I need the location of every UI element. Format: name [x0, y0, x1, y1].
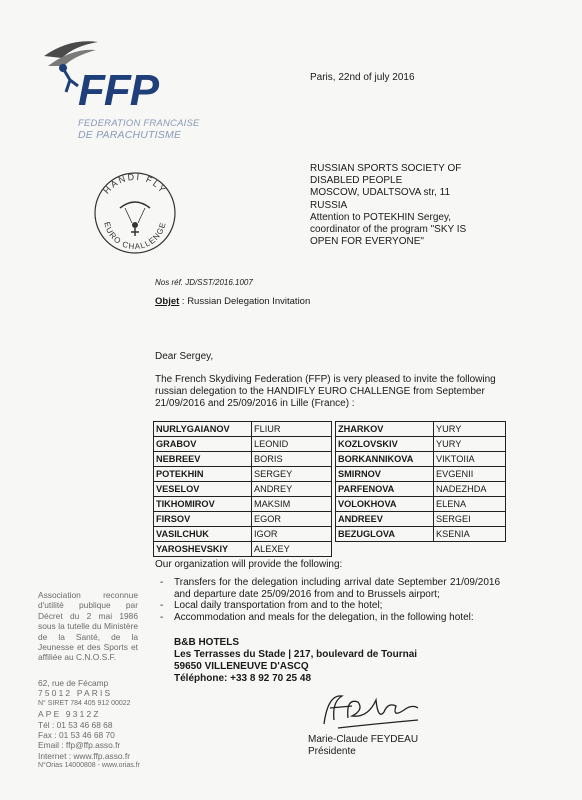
table-row: [336, 482, 506, 497]
emblem-bottom-text: EURO CHALLENGE: [102, 220, 168, 252]
first-name-cell: YURY: [434, 422, 506, 437]
first-name-cell: IGOR: [252, 527, 332, 542]
table-row: [154, 512, 332, 527]
signer-block: [308, 734, 418, 758]
delegation-table-right: [335, 421, 506, 542]
services-list: [160, 577, 500, 623]
emblem-top-text: HANDI FLY: [101, 171, 169, 196]
first-name-cell: VIKTOIIA: [434, 452, 506, 467]
first-name-cell: LEONID: [252, 437, 332, 452]
list-item: - Local daily transportation from and to the hotel;: [160, 600, 500, 612]
delegation-table-left: [153, 421, 332, 557]
hotel-name: B&B HOTELS: [174, 637, 239, 648]
list-item: - Transfers for the delegation including arrival date September 21/09/2016 and departure date 25/09/2016 from and to Brussels airport;: [160, 577, 500, 600]
provide-intro: Our organization will provide the following:: [155, 559, 343, 570]
table-row: [154, 542, 332, 557]
list-item: - Accommodation and meals for the delegation, in the following hotel:: [160, 612, 500, 624]
hotel-city: 59650 VILLENEUVE D'ASCQ: [174, 661, 309, 672]
contact-street: 62, rue de Fécamp: [38, 678, 109, 688]
letter-date: Paris, 22nd of july 2016: [310, 72, 415, 83]
reference-number: Nos réf. JD/SST/2016.1007: [155, 278, 253, 287]
intro-paragraph: The French Skydiving Federation (FFP) is very pleased to invite the following russian delegation to the HANDIFLY EURO CHALLENGE from September 21/09/2016 and 25/09/2016 in Lille (France) :: [155, 374, 496, 409]
first-name-cell: ANDREY: [252, 482, 332, 497]
contact-email: Email : ffp@ffp.asso.fr: [38, 740, 121, 751]
surname-cell: PARFENOVA: [336, 482, 434, 497]
surname-cell: GRABOV: [154, 437, 252, 452]
surname-cell: YAROSHEVSKIY: [154, 542, 252, 557]
surname-cell: VASILCHUK: [154, 527, 252, 542]
subject-line: [155, 296, 310, 307]
contact-ape: APE 9312Z: [38, 709, 101, 720]
handi-fly-emblem-icon: [90, 168, 180, 258]
surname-cell: NURLYGAIANOV: [154, 422, 252, 437]
contact-block: [38, 678, 141, 772]
surname-cell: ANDREEV: [336, 512, 434, 527]
table-row: [336, 452, 506, 467]
handwritten-signature: [318, 688, 428, 738]
first-name-cell: FLIUR: [252, 422, 332, 437]
contact-orias: N°Orias 14000808 - www.orias.fr: [38, 762, 141, 770]
signer-title: Présidente: [308, 746, 356, 757]
contact-tel: Tél : 01 53 46 68 68: [38, 719, 113, 730]
first-name-cell: EGOR: [252, 512, 332, 527]
first-name-cell: ALEXEY: [252, 542, 332, 557]
surname-cell: TIKHOMIROV: [154, 497, 252, 512]
recipient-line: Attention to POTEKHIN Sergey,: [310, 211, 451, 223]
table-row: [154, 467, 332, 482]
contact-internet: Internet : www.ffp.asso.fr: [38, 750, 131, 761]
recipient-line: OPEN FOR EVERYONE": [310, 236, 424, 248]
hotel-phone: Téléphone: +33 8 92 70 25 48: [174, 673, 312, 684]
first-name-cell: MAKSIM: [252, 497, 332, 512]
first-name-cell: KSENIA: [434, 527, 506, 542]
first-name-cell: BORIS: [252, 452, 332, 467]
contact-postcode-city: 75012 PARIS: [38, 688, 113, 699]
first-name-cell: NADEZHDA: [434, 482, 506, 497]
table-row: [154, 482, 332, 497]
federation-name-line2: DE PARACHUTISME: [78, 129, 182, 141]
svg-text:HANDI FLY: [101, 172, 168, 196]
surname-cell: BORKANNIKOVA: [336, 452, 434, 467]
table-row: [336, 527, 506, 542]
contact-siret: N° SIRET 784 405 912 00022: [38, 699, 131, 707]
recipient-line: RUSSIA: [310, 199, 348, 211]
first-name-cell: ELENA: [434, 497, 506, 512]
recipient-line: DISABLED PEOPLE: [310, 175, 403, 187]
surname-cell: FIRSOV: [154, 512, 252, 527]
table-row: [154, 437, 332, 452]
association-note: Association reconnue d'utilité publique par Décret du 2 mai 1986 sous la tutelle du Ministère de la Santé, de la Jeunesse et des Sports et affiliée au C.N.O.S.F.: [38, 590, 138, 663]
table-row: [336, 497, 506, 512]
table-row: [336, 512, 506, 527]
hotel-address: Les Terrasses du Stade | 217, boulevard de Tournai: [174, 649, 418, 660]
salutation: Dear Sergey,: [155, 351, 214, 362]
federation-name-line1: FEDERATION FRANCAISE: [78, 118, 200, 129]
contact-fax: Fax : 01 53 46 68 70: [38, 730, 115, 741]
surname-cell: VESELOV: [154, 482, 252, 497]
table-row: [154, 497, 332, 512]
ffp-logo-text: FFP: [78, 66, 159, 115]
table-row: [154, 527, 332, 542]
subject-text: : Russian Delegation Invitation: [179, 296, 311, 307]
surname-cell: ZHARKOV: [336, 422, 434, 437]
recipient-line: RUSSIAN SPORTS SOCIETY OF: [310, 163, 462, 174]
recipient-line: coordinator of the program "SKY IS: [310, 224, 467, 236]
first-name-cell: SERGEY: [252, 467, 332, 482]
surname-cell: VOLOKHOVA: [336, 497, 434, 512]
signer-name: Marie-Claude FEYDEAU: [308, 734, 419, 745]
table-row: [154, 422, 332, 437]
first-name-cell: YURY: [434, 437, 506, 452]
first-name-cell: EVGENII: [434, 467, 506, 482]
subject-label: Objet: [155, 296, 180, 307]
hotel-details: [174, 637, 417, 685]
surname-cell: POTEKHIN: [154, 467, 252, 482]
table-row: [154, 452, 332, 467]
first-name-cell: SERGEI: [434, 512, 506, 527]
recipient-address: [310, 163, 466, 248]
table-row: [336, 467, 506, 482]
recipient-line: MOSCOW, UDALTSOVA str, 11: [310, 187, 451, 199]
surname-cell: NEBREEV: [154, 452, 252, 467]
surname-cell: SMIRNOV: [336, 467, 434, 482]
table-row: [336, 437, 506, 452]
table-row: [336, 422, 506, 437]
surname-cell: KOZLOVSKIV: [336, 437, 434, 452]
surname-cell: BEZUGLOVA: [336, 527, 434, 542]
